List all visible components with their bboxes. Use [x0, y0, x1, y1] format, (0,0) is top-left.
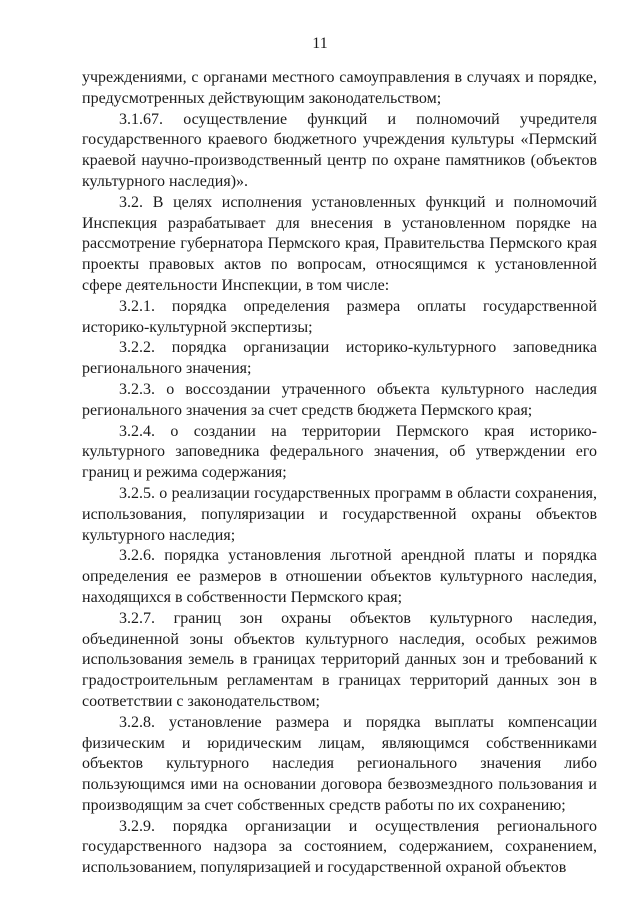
paragraph-3-2-8: 3.2.8. установление размера и порядка выплаты компенсации физическим и юридическим лицам, являющимся собственниками объектов культурного наследия регионального значения либо пользующимся ими на основании договора безвозмездного пользования и производящим за счет собственных средств работы по их сохранению; — [82, 713, 597, 814]
paragraph-continuation: учреждениями, с органами местного самоуправления в случаях и порядке, предусмотренных действующим законодательством; — [82, 69, 597, 107]
paragraph-3-2-1: 3.2.1. порядка определения размера оплаты государственной историко-культурной экспертизы; — [82, 297, 597, 336]
paragraph-3-1-67: 3.1.67. осуществление функций и полномочий учредителя государственного краевого бюджетного учреждения культуры «Пермский краевой научно-производственный центр по охране памятников (объектов культурного наследия)». — [82, 110, 597, 190]
page-number: 11 — [312, 35, 328, 52]
paragraph-3-2-4: 3.2.4. о создании на территории Пермского края историко-культурного заповедника федерального значения, об утверждении его границ и режима содержания; — [82, 422, 597, 482]
document-body — [82, 68, 597, 879]
paragraph-3-2-5: 3.2.5. о реализации государственных программ в области сохранения, использования, популяризации и государственной охраны объектов культурного наследия; — [82, 484, 597, 544]
paragraph-3-2: 3.2. В целях исполнения установленных функций и полномочий Инспекция разрабатывает для внесения в установленном порядке на рассмотрение губернатора Пермского края, Правительства Пермского края проекты правовых актов по вопросам, относящимся к установленной сфере деятельности Инспекции, в том числе: — [82, 193, 597, 294]
paragraph-3-2-9: 3.2.9. порядка организации и осуществления регионального государственного надзора за состоянием, содержанием, сохранением, использованием, популяризацией и государственной охраной объектов — [82, 817, 597, 877]
paragraph-3-2-7: 3.2.7. границ зон охраны объектов культурного наследия, объединенной зоны объектов культурного наследия, особых режимов использования земель в границах территорий данных зон и требований к градостроительным регламентам в границах территорий данных зон в соответствии с законодательством; — [82, 609, 597, 710]
paragraph-3-2-3: 3.2.3. о воссоздании утраченного объекта культурного наследия регионального значения за счет средств бюджета Пермского края; — [82, 380, 597, 419]
paragraph-3-2-6: 3.2.6. порядка установления льготной арендной платы и порядка определения ее размеров в отношении объектов культурного наследия, находящихся в собственности Пермского края; — [82, 547, 597, 606]
paragraph-3-2-2: 3.2.2. порядка организации историко-культурного заповедника регионального значения; — [82, 339, 597, 378]
